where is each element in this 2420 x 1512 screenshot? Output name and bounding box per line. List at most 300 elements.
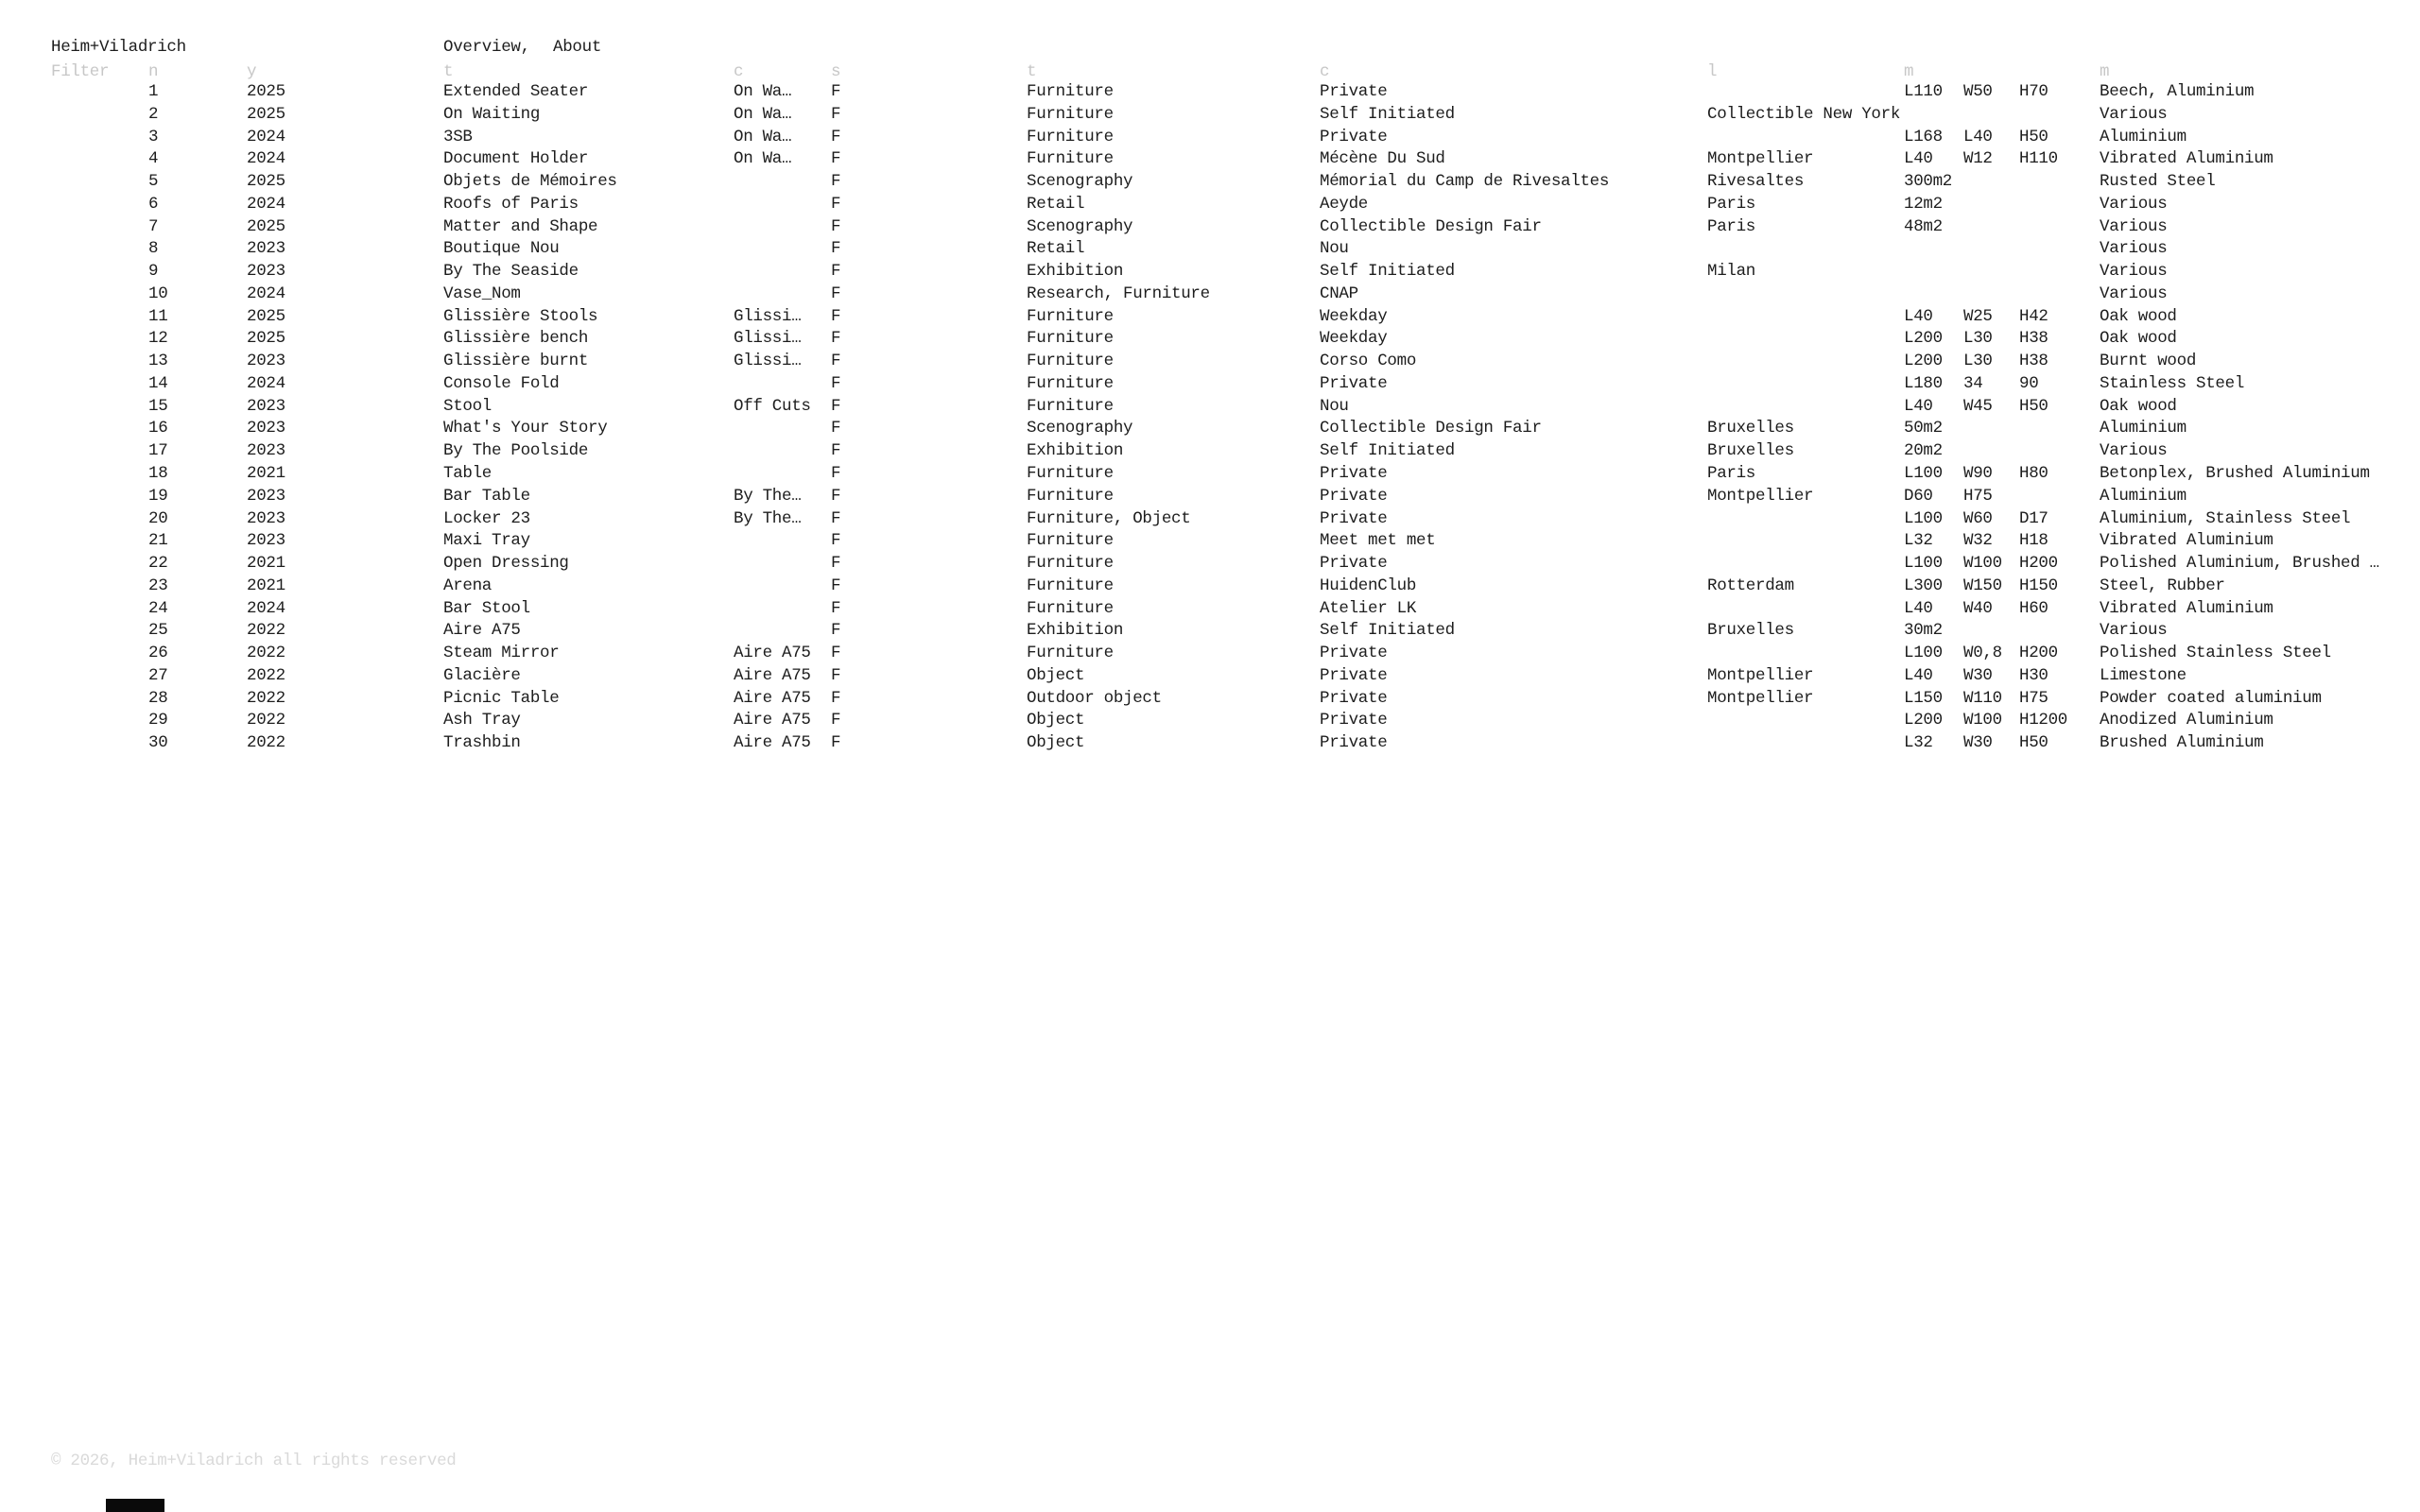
row-type: Exhibition [1027, 621, 1124, 641]
column-header-measurements: m [1904, 62, 1914, 81]
row-title: Objets de Mémoires [443, 172, 617, 192]
row-materials: Beech, Aluminium [2100, 82, 2255, 101]
table-row[interactable] [0, 732, 2420, 755]
row-collection: By The… [734, 486, 802, 506]
project-table [0, 81, 2420, 755]
row-status: F [831, 104, 841, 124]
row-status: F [831, 554, 841, 574]
row-client: Collectible Design Fair [1320, 419, 1542, 438]
row-status: F [831, 711, 841, 730]
table-row[interactable] [0, 81, 2420, 104]
row-dimension-2: W100 [1963, 711, 2002, 730]
row-collection: On Wa… [734, 82, 792, 101]
row-type: Furniture [1027, 396, 1114, 416]
row-year: 2024 [247, 284, 285, 303]
table-row[interactable] [0, 643, 2420, 665]
row-dimension-2: W50 [1963, 82, 1993, 101]
row-year: 2023 [247, 352, 285, 371]
main-nav [443, 38, 601, 57]
row-location: Bruxelles [1707, 621, 1794, 641]
row-materials: Various [2100, 262, 2168, 282]
row-location: Rotterdam [1707, 576, 1794, 595]
row-dimension-1: L300 [1904, 576, 1943, 595]
row-type: Furniture [1027, 149, 1114, 169]
row-year: 2021 [247, 576, 285, 595]
row-title: Glissière Stools [443, 306, 598, 326]
row-dimension-3: H38 [2019, 329, 2048, 349]
row-client: Weekday [1320, 329, 1388, 349]
row-type: Furniture [1027, 104, 1114, 124]
column-header-type: t [1027, 62, 1037, 81]
row-collection: Glissi… [734, 306, 802, 326]
row-collection: By The… [734, 508, 802, 528]
row-dimension-3: H30 [2019, 665, 2048, 685]
row-status: F [831, 598, 841, 618]
row-type: Exhibition [1027, 441, 1124, 461]
row-type: Furniture [1027, 464, 1114, 484]
row-client: Private [1320, 665, 1388, 685]
row-location: Montpellier [1707, 665, 1814, 685]
row-dimension-3: H50 [2019, 733, 2048, 753]
row-year: 2025 [247, 82, 285, 101]
row-type: Furniture [1027, 352, 1114, 371]
row-dimension-3: H1200 [2019, 711, 2068, 730]
row-materials: Vibrated Aluminium [2100, 598, 2273, 618]
row-title: Glacière [443, 665, 521, 685]
row-year: 2025 [247, 104, 285, 124]
row-title: Steam Mirror [443, 644, 560, 663]
row-collection: Aire A75 [734, 711, 811, 730]
row-client: Private [1320, 127, 1388, 146]
row-dimension-1: L32 [1904, 531, 1933, 551]
row-collection: Aire A75 [734, 644, 811, 663]
table-row[interactable] [0, 194, 2420, 216]
row-materials: Aluminium [2100, 127, 2187, 146]
row-materials: Vibrated Aluminium [2100, 149, 2273, 169]
row-location: Collectible New York [1707, 104, 1901, 124]
row-dimension-2: W30 [1963, 733, 1993, 753]
row-number: 19 [148, 486, 168, 506]
row-year: 2023 [247, 441, 285, 461]
row-status: F [831, 576, 841, 595]
row-client: Private [1320, 688, 1388, 708]
row-materials: Various [2100, 104, 2168, 124]
row-status: F [831, 464, 841, 484]
row-title: Document Holder [443, 149, 589, 169]
row-materials: Stainless Steel [2100, 373, 2245, 393]
row-title: Open Dressing [443, 554, 569, 574]
site-logo[interactable]: Heim+Viladrich [51, 38, 186, 57]
row-year: 2021 [247, 464, 285, 484]
row-location: Paris [1707, 216, 1756, 236]
row-title: Trashbin [443, 733, 521, 753]
row-title: Roofs of Paris [443, 194, 579, 214]
row-dimension-1: L40 [1904, 149, 1933, 169]
row-year: 2022 [247, 644, 285, 663]
row-materials: Brushed Aluminium [2100, 733, 2264, 753]
row-type: Furniture [1027, 127, 1114, 146]
row-collection: Off Cuts [734, 396, 811, 416]
row-status: F [831, 373, 841, 393]
row-type: Furniture [1027, 531, 1114, 551]
row-number: 3 [148, 127, 159, 146]
table-row[interactable] [0, 351, 2420, 373]
table-row[interactable] [0, 508, 2420, 531]
row-number: 9 [148, 262, 159, 282]
table-row[interactable] [0, 530, 2420, 553]
row-materials: Rusted Steel [2100, 172, 2216, 192]
row-number: 6 [148, 194, 159, 214]
row-year: 2025 [247, 306, 285, 326]
row-dimension-3: H150 [2019, 576, 2058, 595]
row-client: Private [1320, 711, 1388, 730]
row-dimension-2: W32 [1963, 531, 1993, 551]
row-dimension-3: H60 [2019, 598, 2048, 618]
row-dimension-1: L200 [1904, 711, 1943, 730]
row-title: Aire A75 [443, 621, 521, 641]
row-number: 7 [148, 216, 159, 236]
row-number: 15 [148, 396, 168, 416]
row-location: Montpellier [1707, 149, 1814, 169]
row-collection: On Wa… [734, 149, 792, 169]
row-title: Picnic Table [443, 688, 560, 708]
row-year: 2024 [247, 127, 285, 146]
row-dimension-2: W150 [1963, 576, 2002, 595]
row-type: Furniture [1027, 554, 1114, 574]
row-status: F [831, 329, 841, 349]
row-client: Collectible Design Fair [1320, 216, 1542, 236]
row-year: 2022 [247, 621, 285, 641]
row-type: Scenography [1027, 216, 1133, 236]
row-year: 2023 [247, 239, 285, 259]
row-type: Object [1027, 733, 1085, 753]
row-year: 2022 [247, 733, 285, 753]
row-title: Bar Table [443, 486, 530, 506]
table-row[interactable] [0, 171, 2420, 194]
row-dimension-2: W30 [1963, 665, 1993, 685]
table-header-row [0, 62, 2420, 83]
table-row[interactable] [0, 148, 2420, 171]
row-type: Furniture [1027, 373, 1114, 393]
table-row[interactable] [0, 127, 2420, 149]
row-dimension-2: L40 [1963, 127, 1993, 146]
row-status: F [831, 621, 841, 641]
row-location: Paris [1707, 464, 1756, 484]
row-number: 27 [148, 665, 168, 685]
row-number: 17 [148, 441, 168, 461]
row-client: Meet met met [1320, 531, 1436, 551]
row-dimension-1: 300m2 [1904, 172, 1953, 192]
row-dimension-1: L100 [1904, 464, 1943, 484]
row-location: Milan [1707, 262, 1756, 282]
row-materials: Betonplex, Brushed Aluminium [2100, 464, 2370, 484]
table-row[interactable] [0, 306, 2420, 329]
table-row[interactable] [0, 328, 2420, 351]
row-number: 29 [148, 711, 168, 730]
table-row[interactable] [0, 418, 2420, 440]
row-client: Private [1320, 486, 1388, 506]
row-status: F [831, 284, 841, 303]
row-dimension-3: H42 [2019, 306, 2048, 326]
row-title: Console Fold [443, 373, 560, 393]
row-dimension-1: 20m2 [1904, 441, 1943, 461]
row-status: F [831, 262, 841, 282]
row-year: 2024 [247, 598, 285, 618]
row-number: 30 [148, 733, 168, 753]
row-type: Exhibition [1027, 262, 1124, 282]
table-row[interactable] [0, 238, 2420, 261]
row-client: Aeyde [1320, 194, 1369, 214]
column-header-title: t [443, 62, 454, 81]
row-title: Bar Stool [443, 598, 530, 618]
row-title: On Waiting [443, 104, 541, 124]
row-number: 10 [148, 284, 168, 303]
row-dimension-1: L168 [1904, 127, 1943, 146]
row-client: Mécène Du Sud [1320, 149, 1445, 169]
row-type: Furniture [1027, 82, 1114, 101]
row-materials: Oak wood [2100, 329, 2177, 349]
table-row[interactable] [0, 284, 2420, 306]
row-dimension-1: D60 [1904, 486, 1933, 506]
row-type: Furniture [1027, 598, 1114, 618]
row-collection: On Wa… [734, 127, 792, 146]
row-dimension-3: H80 [2019, 464, 2048, 484]
row-dimension-3: H200 [2019, 644, 2058, 663]
row-materials: Anodized Aluminium [2100, 711, 2273, 730]
row-status: F [831, 239, 841, 259]
row-number: 26 [148, 644, 168, 663]
row-number: 11 [148, 306, 168, 326]
row-materials: Polished Aluminium, Brushed … [2100, 554, 2379, 574]
row-status: F [831, 486, 841, 506]
copyright-text: © 2026, Heim+Viladrich all rights reserved [51, 1452, 457, 1470]
row-title: Glissière bench [443, 329, 589, 349]
row-client: Atelier LK [1320, 598, 1417, 618]
row-title: What's Your Story [443, 419, 608, 438]
row-year: 2025 [247, 172, 285, 192]
row-number: 18 [148, 464, 168, 484]
row-client: Nou [1320, 239, 1349, 259]
row-year: 2024 [247, 194, 285, 214]
nav-link-overview[interactable]: Overview, [443, 38, 530, 57]
table-row[interactable] [0, 688, 2420, 711]
row-year: 2023 [247, 486, 285, 506]
row-year: 2022 [247, 688, 285, 708]
row-materials: Polished Stainless Steel [2100, 644, 2331, 663]
row-status: F [831, 688, 841, 708]
row-status: F [831, 306, 841, 326]
row-dimension-1: L180 [1904, 373, 1943, 393]
table-row[interactable] [0, 396, 2420, 419]
row-title: Ash Tray [443, 711, 521, 730]
row-type: Furniture [1027, 644, 1114, 663]
row-client: Mémorial du Camp de Rivesaltes [1320, 172, 1610, 192]
row-title: By The Seaside [443, 262, 579, 282]
row-dimension-2: W90 [1963, 464, 1993, 484]
row-year: 2023 [247, 531, 285, 551]
row-number: 20 [148, 508, 168, 528]
row-type: Object [1027, 711, 1085, 730]
row-dimension-3: H50 [2019, 396, 2048, 416]
row-materials: Various [2100, 441, 2168, 461]
row-client: Private [1320, 733, 1388, 753]
row-client: Private [1320, 508, 1388, 528]
row-dimension-3: H200 [2019, 554, 2058, 574]
table-row[interactable] [0, 261, 2420, 284]
row-materials: Burnt wood [2100, 352, 2197, 371]
column-header-client: c [1320, 62, 1330, 81]
row-dimension-1: L200 [1904, 329, 1943, 349]
row-client: Self Initiated [1320, 262, 1455, 282]
row-dimension-2: W110 [1963, 688, 2002, 708]
row-collection: Aire A75 [734, 733, 811, 753]
row-dimension-1: L40 [1904, 306, 1933, 326]
row-location: Montpellier [1707, 486, 1814, 506]
row-type: Outdoor object [1027, 688, 1162, 708]
row-materials: Various [2100, 621, 2168, 641]
row-client: HuidenClub [1320, 576, 1417, 595]
table-row[interactable] [0, 440, 2420, 463]
row-dimension-2: H75 [1963, 486, 1993, 506]
row-dimension-3: H18 [2019, 531, 2048, 551]
table-row[interactable] [0, 576, 2420, 598]
row-collection: On Wa… [734, 104, 792, 124]
column-header-number: n [148, 62, 159, 81]
row-client: CNAP [1320, 284, 1358, 303]
row-dimension-1: 30m2 [1904, 621, 1943, 641]
row-title: Locker 23 [443, 508, 530, 528]
row-number: 21 [148, 531, 168, 551]
row-year: 2023 [247, 419, 285, 438]
row-status: F [831, 194, 841, 214]
row-client: Weekday [1320, 306, 1388, 326]
table-row[interactable] [0, 373, 2420, 396]
row-title: Stool [443, 396, 493, 416]
row-location: Rivesaltes [1707, 172, 1805, 192]
row-dimension-3: H50 [2019, 127, 2048, 146]
row-status: F [831, 127, 841, 146]
row-title: Maxi Tray [443, 531, 530, 551]
table-row[interactable] [0, 710, 2420, 732]
row-year: 2022 [247, 711, 285, 730]
row-client: Self Initiated [1320, 621, 1455, 641]
column-header-status: s [831, 62, 841, 81]
row-number: 28 [148, 688, 168, 708]
row-year: 2024 [247, 149, 285, 169]
row-number: 24 [148, 598, 168, 618]
row-year: 2023 [247, 262, 285, 282]
row-dimension-1: L110 [1904, 82, 1943, 101]
row-year: 2024 [247, 373, 285, 393]
row-status: F [831, 733, 841, 753]
table-row[interactable] [0, 463, 2420, 486]
row-status: F [831, 216, 841, 236]
row-client: Private [1320, 373, 1388, 393]
row-dimension-3: 90 [2019, 373, 2039, 393]
table-row[interactable] [0, 104, 2420, 127]
row-materials: Various [2100, 194, 2168, 214]
row-number: 5 [148, 172, 159, 192]
row-status: F [831, 644, 841, 663]
row-type: Retail [1027, 239, 1085, 259]
row-year: 2023 [247, 396, 285, 416]
row-materials: Vibrated Aluminium [2100, 531, 2273, 551]
row-number: 13 [148, 352, 168, 371]
column-header-location: l [1707, 62, 1718, 81]
row-dimension-1: L40 [1904, 665, 1933, 685]
row-dimension-2: W40 [1963, 598, 1993, 618]
row-dimension-1: L40 [1904, 396, 1933, 416]
row-title: Matter and Shape [443, 216, 598, 236]
row-year: 2022 [247, 665, 285, 685]
row-materials: Oak wood [2100, 306, 2177, 326]
row-dimension-3: H110 [2019, 149, 2058, 169]
row-materials: Various [2100, 216, 2168, 236]
column-header-year: y [247, 62, 257, 81]
row-materials: Aluminium, Stainless Steel [2100, 508, 2351, 528]
row-dimension-1: 12m2 [1904, 194, 1943, 214]
row-dimension-1: L32 [1904, 733, 1933, 753]
row-materials: Steel, Rubber [2100, 576, 2225, 595]
row-title: Extended Seater [443, 82, 589, 101]
row-dimension-2: W0,8 [1963, 644, 2002, 663]
row-status: F [831, 531, 841, 551]
row-status: F [831, 396, 841, 416]
row-location: Montpellier [1707, 688, 1814, 708]
row-title: 3SB [443, 127, 473, 146]
row-status: F [831, 508, 841, 528]
row-client: Private [1320, 82, 1388, 101]
row-status: F [831, 172, 841, 192]
table-row[interactable] [0, 216, 2420, 239]
row-title: Boutique Nou [443, 239, 560, 259]
row-dimension-1: L100 [1904, 508, 1943, 528]
row-client: Nou [1320, 396, 1349, 416]
nav-link-about[interactable]: About [553, 38, 602, 57]
row-dimension-2: W60 [1963, 508, 1993, 528]
row-status: F [831, 665, 841, 685]
row-number: 22 [148, 554, 168, 574]
row-dimension-2: L30 [1963, 329, 1993, 349]
row-title: Arena [443, 576, 493, 595]
row-dimension-2: L30 [1963, 352, 1993, 371]
row-title: Vase_Nom [443, 284, 521, 303]
row-client: Private [1320, 644, 1388, 663]
row-dimension-3: D17 [2019, 508, 2048, 528]
row-client: Private [1320, 464, 1388, 484]
row-type: Furniture [1027, 306, 1114, 326]
row-status: F [831, 82, 841, 101]
row-dimension-3: H75 [2019, 688, 2048, 708]
row-number: 1 [148, 82, 159, 101]
row-dimension-1: 50m2 [1904, 419, 1943, 438]
table-row[interactable] [0, 598, 2420, 621]
table-row[interactable] [0, 665, 2420, 688]
row-type: Retail [1027, 194, 1085, 214]
row-type: Scenography [1027, 419, 1133, 438]
row-dimension-2: W100 [1963, 554, 2002, 574]
row-title: By The Poolside [443, 441, 589, 461]
row-year: 2023 [247, 508, 285, 528]
row-materials: Various [2100, 239, 2168, 259]
row-status: F [831, 441, 841, 461]
row-dimension-1: L150 [1904, 688, 1943, 708]
table-row[interactable] [0, 553, 2420, 576]
row-dimension-1: L40 [1904, 598, 1933, 618]
filter-input[interactable] [51, 62, 202, 81]
table-row[interactable] [0, 620, 2420, 643]
table-row[interactable] [0, 486, 2420, 508]
